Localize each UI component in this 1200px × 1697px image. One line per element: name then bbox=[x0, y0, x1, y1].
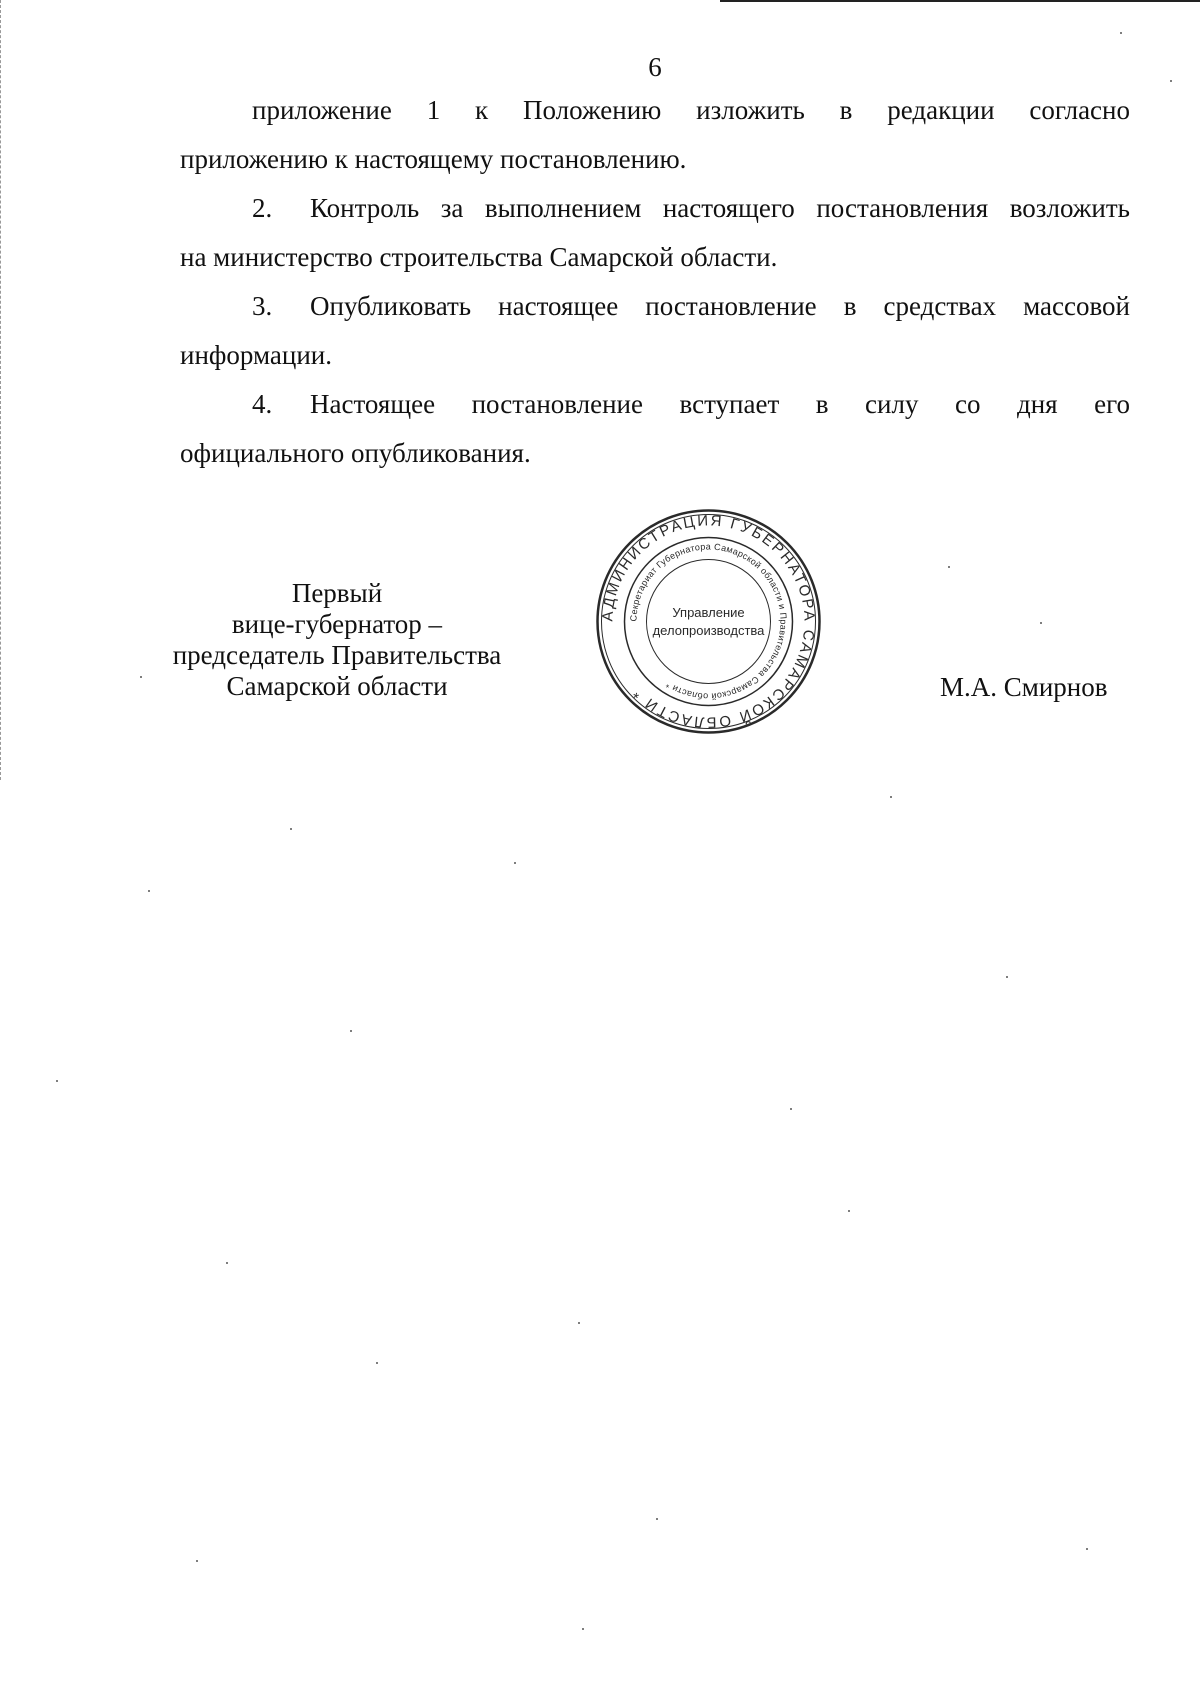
paragraph-4-line-1 bbox=[180, 380, 1130, 429]
page-number: 6 bbox=[648, 52, 662, 82]
scan-speck bbox=[56, 1080, 58, 1082]
scan-edge-line bbox=[720, 0, 1200, 2]
paragraph-2-line-2 bbox=[180, 233, 1130, 282]
scan-speck bbox=[196, 1560, 198, 1562]
seal-inner-ring bbox=[647, 560, 771, 684]
paragraph-4-line-2 bbox=[180, 429, 1130, 478]
paragraph-2-continuation: на министерство строительства Самарской области. bbox=[180, 242, 778, 272]
scan-speck bbox=[1086, 1548, 1088, 1550]
scan-speck bbox=[350, 1030, 352, 1032]
paragraph-3-continuation: информации. bbox=[180, 340, 332, 370]
signatory-title-line: председатель Правительства bbox=[172, 640, 502, 670]
official-seal-stamp bbox=[595, 508, 822, 735]
signatory-title-line: Первый bbox=[291, 578, 383, 608]
paragraph-4-number: 4. bbox=[252, 389, 273, 419]
signatory-title-line: Самарской области bbox=[226, 671, 448, 701]
seal-inner-text-path: Секретариат Губернатора Самарской области и Правительства Самарской области * bbox=[628, 541, 789, 702]
scan-edge-dashes bbox=[0, 0, 3, 780]
seal-outer-text-path: АДМИНИСТРАЦИЯ ГУБЕРНАТОРА САМАРСКОЙ ОБЛАСТИ * bbox=[599, 512, 818, 731]
paragraph-1-line-1 bbox=[180, 86, 1130, 135]
scan-speck bbox=[890, 796, 892, 798]
signatory-title-line: вице-губернатор – bbox=[231, 609, 443, 639]
seal-inner-text bbox=[628, 541, 788, 701]
scan-speck bbox=[948, 566, 950, 568]
signatory-name: М.А. Смирнов bbox=[940, 672, 1108, 702]
seal-middle-ring bbox=[625, 538, 793, 706]
scan-speck bbox=[514, 862, 516, 864]
paragraph-1-continuation: приложению к настоящему постановлению. bbox=[180, 144, 687, 174]
scan-speck bbox=[1170, 80, 1172, 82]
seal-center-line-1: Управление bbox=[672, 605, 745, 620]
scan-speck bbox=[790, 1108, 792, 1110]
paragraph-3-line-2 bbox=[180, 331, 1130, 380]
scan-speck bbox=[376, 1362, 378, 1364]
paragraph-3-number: 3. bbox=[252, 291, 273, 321]
paragraph-1-line-2 bbox=[180, 135, 1130, 184]
scan-speck bbox=[226, 1262, 228, 1264]
paragraph-2-number: 2. bbox=[252, 193, 273, 223]
paragraph-4-text: Настоящее постановление вступает в силу со дня его bbox=[310, 389, 1130, 419]
scan-speck bbox=[148, 890, 150, 892]
scan-speck bbox=[656, 1518, 658, 1520]
paragraph-3-text: Опубликовать настоящее постановление в средствах массовой bbox=[310, 291, 1130, 321]
seal-center-line-2: делопроизводства bbox=[652, 623, 765, 638]
paragraph-4-continuation: официального опубликования. bbox=[180, 438, 531, 468]
scan-speck bbox=[1120, 32, 1122, 34]
scan-speck bbox=[848, 1210, 850, 1212]
scan-speck bbox=[1006, 976, 1008, 978]
scan-speck bbox=[1040, 622, 1042, 624]
signatory-title bbox=[150, 578, 524, 702]
paragraph-2-line-1 bbox=[180, 184, 1130, 233]
scan-speck bbox=[582, 1628, 584, 1630]
scan-speck bbox=[290, 828, 292, 830]
scan-speck bbox=[578, 1322, 580, 1324]
paragraph-2-text: Контроль за выполнением настоящего постановления возложить bbox=[310, 193, 1130, 223]
scan-speck bbox=[140, 676, 142, 678]
paragraph-3-line-1 bbox=[180, 282, 1130, 331]
paragraph-1-text: приложение 1 к Положению изложить в редакции согласно bbox=[252, 95, 1130, 125]
